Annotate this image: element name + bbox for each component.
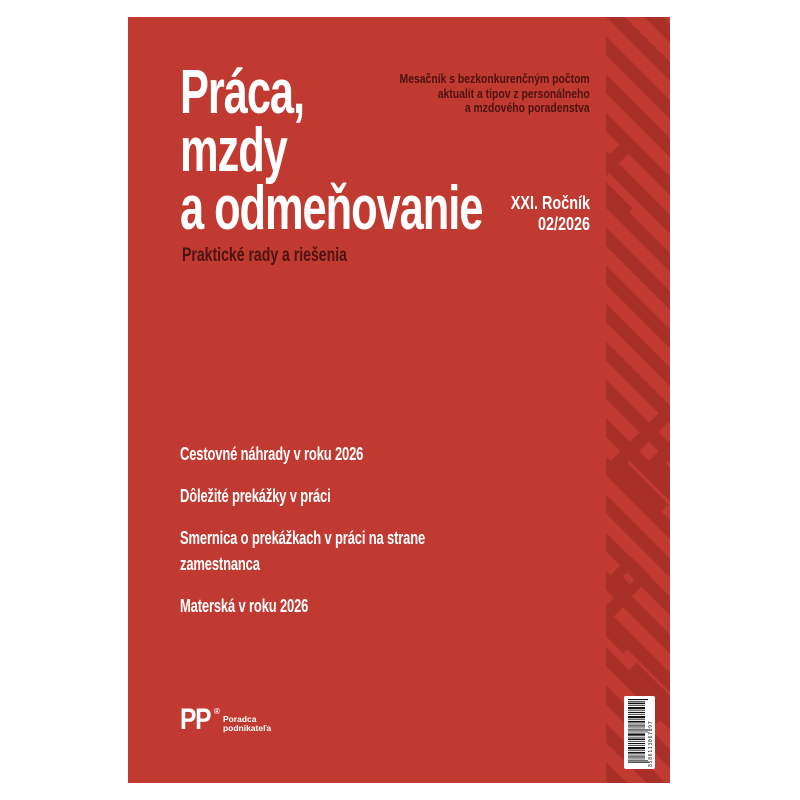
volume-label: XXI. Ročník: [510, 193, 590, 213]
publisher-logo: [180, 703, 272, 736]
tagline-line-2: aktualít a tipov z personálneho: [438, 85, 590, 101]
barcode-graphic: [624, 696, 655, 769]
publisher-name: [223, 715, 271, 733]
article-item: Cestovné náhrady v roku 2026: [180, 444, 364, 464]
title-line-2: mzdy: [180, 116, 287, 185]
article-item: Materská v roku 2026: [180, 596, 309, 616]
article-item: Dôležité prekážky v práci: [180, 486, 331, 506]
magazine-cover: [128, 17, 670, 783]
tagline: [400, 72, 590, 116]
registered-trademark: ®: [214, 707, 220, 716]
issue-label: 02/2026: [537, 214, 590, 234]
magazine-subtitle: Praktické rady a riešenia: [182, 245, 347, 266]
publisher-name-line-1: Poradca: [222, 714, 257, 724]
title-line-1: Práca,: [180, 58, 305, 127]
maze-pattern-graphic: [606, 17, 670, 783]
title-line-3: a odmeňovanie: [180, 174, 483, 243]
tagline-line-3: a mzdového poradenstva: [465, 100, 590, 115]
barcode: [624, 696, 655, 769]
tagline-line-1: Mesačník s bezkonkurenčným počtom: [399, 71, 590, 86]
barcode-number: 8586113067097: [648, 720, 654, 767]
pp-logo: PP: [180, 703, 211, 736]
article-list: [180, 441, 468, 635]
publisher-name-line-2: podnikateľa: [222, 723, 272, 733]
edition-info: [511, 193, 590, 235]
article-item: Smernica o prekážkach v práci na strane zamestnanca: [180, 528, 426, 574]
pattern-strip: [606, 17, 670, 783]
